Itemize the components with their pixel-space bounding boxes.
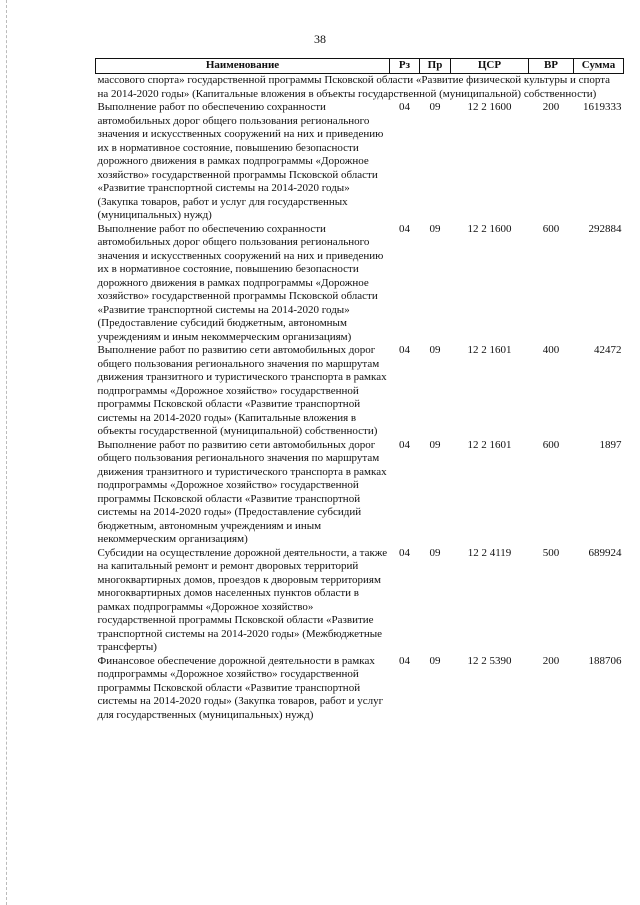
row-vr: 400: [542, 344, 560, 356]
row-sum: 689924: [588, 546, 622, 559]
row-csr: 12 2 5390: [467, 654, 512, 667]
row-name: Выполнение работ по обеспечению сохранности автомобильных дорог общего пользования регионального значения и искусственных сооружений на них и приведению их в нормативное состояние, повышению безопасности дорожного движения в рамках подпрограммы «Дорожное хозяйство» государственной программы Псковской области «Развитие транспортной системы на 2014-2020 годы» (Предоставление субсидий бюджетным, автономным учреждениям и иным некоммерческим организациям): [97, 222, 384, 343]
header-rz: Рз: [390, 59, 420, 74]
table-row-continuation: [96, 74, 624, 102]
row-rz: 04: [399, 654, 410, 667]
row-vr: 200: [542, 654, 560, 667]
table-row: [96, 223, 624, 345]
table-row: [96, 547, 624, 655]
row-csr: 12 2 1601: [467, 438, 512, 451]
table-row: [96, 344, 624, 439]
row-csr: 12 2 1600: [467, 222, 512, 235]
page-number: 38: [314, 32, 326, 46]
row-rz: 04: [399, 222, 410, 235]
row-name: Субсидии на осуществление дорожной деятельности, а также на капитальный ремонт и ремонт дворовых территорий многоквартирных домов, проездов к дворовым территориям многоквартирных домов населенных пунктов области в рамках подпрограммы «Дорожное хозяйство» государственной программы Псковской области «Развитие транспортной системы на 2014-2020 годы» (Межбюджетные трансферты): [97, 546, 388, 653]
row-rz: 04: [399, 546, 410, 559]
row-csr: 12 2 1601: [467, 344, 512, 356]
row-rz: 04: [399, 438, 410, 451]
table-row: [96, 101, 624, 223]
row-pr: 09: [429, 344, 441, 356]
row-sum: 188706: [588, 654, 622, 667]
header-sum: Сумма: [574, 59, 624, 74]
row-name: Выполнение работ по развитию сети автомобильных дорог общего пользования регионального значения по маршрутам движения транзитного и туристического транспорта в рамках подпрограммы «Дорожное хозяйство» государственной программы Псковской области «Развитие транспортной системы на 2014-2020 годы» (Предоставление субсидий бюджетным, автономным учреждениям и иным некоммерческим организациям): [97, 438, 387, 545]
row-pr: 09: [429, 654, 441, 667]
row-rz: 04: [399, 344, 410, 356]
header-vr: ВР: [529, 59, 574, 74]
header-csr: ЦСР: [451, 59, 529, 74]
row-pr: 09: [429, 222, 441, 235]
row-csr: 12 2 4119: [467, 546, 512, 559]
row-vr: 200: [542, 101, 560, 113]
row-vr: 600: [542, 222, 560, 235]
row-vr: 600: [542, 438, 560, 451]
table-row: [96, 439, 624, 547]
header-name: Наименование: [96, 59, 390, 74]
row-pr: 09: [429, 101, 441, 113]
row-sum: 42472: [594, 344, 622, 356]
row-name: Выполнение работ по развитию сети автомобильных дорог общего пользования регионального значения по маршрутам движения транзитного и туристического транспорта в рамках подпрограммы «Дорожное хозяйство» государственной программы Псковской области «Развитие транспортной системы на 2014-2020 годы» (Капитальные вложения в объекты государственной (муниципальной) собственности): [97, 344, 387, 437]
table-header-row: [96, 59, 624, 74]
row-pr: 09: [429, 546, 441, 559]
row-sum: 1897: [599, 438, 622, 451]
row-rz: 04: [399, 101, 410, 113]
row-sum: 292884: [588, 222, 622, 235]
row-vr: 500: [542, 546, 560, 559]
budget-table: [95, 58, 624, 722]
row-csr: 12 2 1600: [467, 101, 512, 113]
row-name: Финансовое обеспечение дорожной деятельности в рамках подпрограммы «Дорожное хозяйство» государственной программы Псковской области «Развитие транспортной системы на 2014-2020 годы» (Закупка товаров, работ и услуг для государственных (муниципальных) нужд): [97, 654, 384, 721]
row-pr: 09: [429, 438, 441, 451]
header-pr: Пр: [420, 59, 451, 74]
row-name: Выполнение работ по обеспечению сохранности автомобильных дорог общего пользования регионального значения и искусственных сооружений на них и приведению их в нормативное состояние, повышению безопасности дорожного движения в рамках подпрограммы «Дорожное хозяйство» государственной программы Псковской области «Развитие транспортной системы на 2014-2020 годы» (Закупка товаров, работ и услуг для государственных (муниципальных) нужд): [97, 101, 384, 221]
table-row: [96, 655, 624, 723]
scan-edge-line: [6, 0, 8, 905]
continuation-text: массового спорта» государственной программы Псковской области «Развитие физической культуры и спорта на 2014-2020 годы» (Капитальные вложения в объекты государственной (муниципальной) собственности): [97, 74, 611, 100]
row-sum: 1619333: [583, 101, 622, 113]
